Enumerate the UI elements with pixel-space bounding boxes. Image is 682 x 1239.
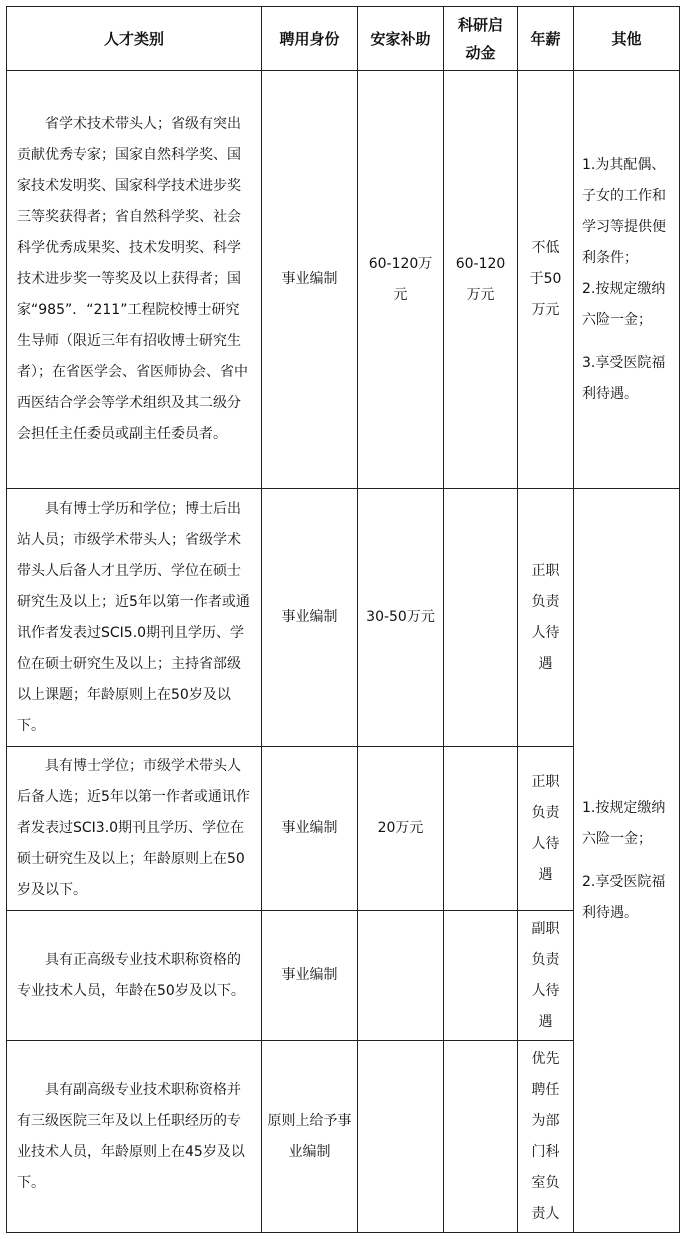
row1-other [574, 71, 680, 489]
other-bottom-cell [574, 489, 680, 1233]
row5-category-cell [7, 1041, 262, 1233]
talent-policy-table [6, 6, 680, 1233]
row5-salary: 优先聘任为部门科室负责人 [518, 1041, 574, 1233]
header-other: 其他 [574, 7, 680, 71]
header-salary: 年薪 [518, 7, 574, 71]
row1-research: 60-120万元 [444, 71, 518, 489]
row1-category: 省学术技术带头人；省级有突出贡献优秀专家；国家自然科学奖、国家技术发明奖、国家科学技术进步奖三等奖获得者；省自然科学奖、社会科学优秀成果奖、技术发明奖、科学技术进步奖一等奖及以上获得者；国家“985”．“211”工程院校博士研究生导师（限近三年有招收博士研究生者）；在省医学会、省医师协会、省中西医结合学会等学术组织及其二级分会担任主任委员或副主任委员者。 [17, 116, 248, 442]
row4-category: 具有正高级专业技术职称资格的专业技术人员，年龄在50岁及以下。 [17, 951, 245, 999]
row4-identity: 事业编制 [262, 911, 358, 1041]
row4-category-cell [7, 911, 262, 1041]
other-bottom-item: 2.享受医院福利待遇。 [582, 873, 666, 921]
row3-category: 具有博士学位；市级学术带头人后备人选；近5年以第一作者或通讯作者发表过SCI3.0期刊且学历、学位在硕士研究生及以上；年龄原则上在50岁及以下。 [17, 758, 250, 898]
table-row [7, 489, 680, 747]
row2-identity: 事业编制 [262, 489, 358, 747]
row1-salary: 不低于50万元 [518, 71, 574, 489]
row4-settle [358, 911, 444, 1041]
row2-research [444, 489, 518, 747]
header-identity: 聘用身份 [262, 7, 358, 71]
row5-identity: 原则上给予事业编制 [262, 1041, 358, 1233]
row4-research [444, 911, 518, 1041]
row5-category: 具有副高级专业技术职称资格并有三级医院三年及以上任职经历的专业技术人员，年龄原则上在45岁及以下。 [17, 1081, 245, 1191]
header-row [7, 7, 680, 71]
other-bottom-item: 1.按规定缴纳六险一金； [582, 799, 666, 847]
header-research [444, 7, 518, 71]
row2-category: 具有博士学历和学位；博士后出站人员；市级学术带头人；省级学术带头人后备人才且学历、学位在硕士研究生及以上；近5年以第一作者或通讯作者发表过SCI5.0期刊且学历、学位在硕士研究生及以上；主持省部级以上课题；年龄原则上在50岁及以下。 [17, 500, 250, 734]
other-top-item: 3.享受医院福利待遇。 [582, 354, 666, 402]
header-settle: 安家补助 [358, 7, 444, 71]
row3-research [444, 747, 518, 911]
header-research-line2: 动金 [465, 43, 496, 62]
row3-identity: 事业编制 [262, 747, 358, 911]
header-category: 人才类别 [7, 7, 262, 71]
row1-category-cell [7, 71, 262, 489]
row3-category-cell [7, 747, 262, 911]
header-research-line1: 科研启 [457, 15, 503, 34]
table-row [7, 71, 680, 489]
row1-identity: 事业编制 [262, 71, 358, 489]
row4-salary: 副职负责人待遇 [518, 911, 574, 1041]
row2-category-cell [7, 489, 262, 747]
row1-settle: 60-120万元 [358, 71, 444, 489]
row5-research [444, 1041, 518, 1233]
row2-settle: 30-50万元 [358, 489, 444, 747]
other-top-item: 2.按规定缴纳六险一金； [582, 280, 666, 328]
row3-settle: 20万元 [358, 747, 444, 911]
row2-salary: 正职负责人待遇 [518, 489, 574, 747]
other-top-item: 1.为其配偶、子女的工作和学习等提供便利条件； [582, 156, 666, 266]
row5-settle [358, 1041, 444, 1233]
row3-salary: 正职负责人待遇 [518, 747, 574, 911]
